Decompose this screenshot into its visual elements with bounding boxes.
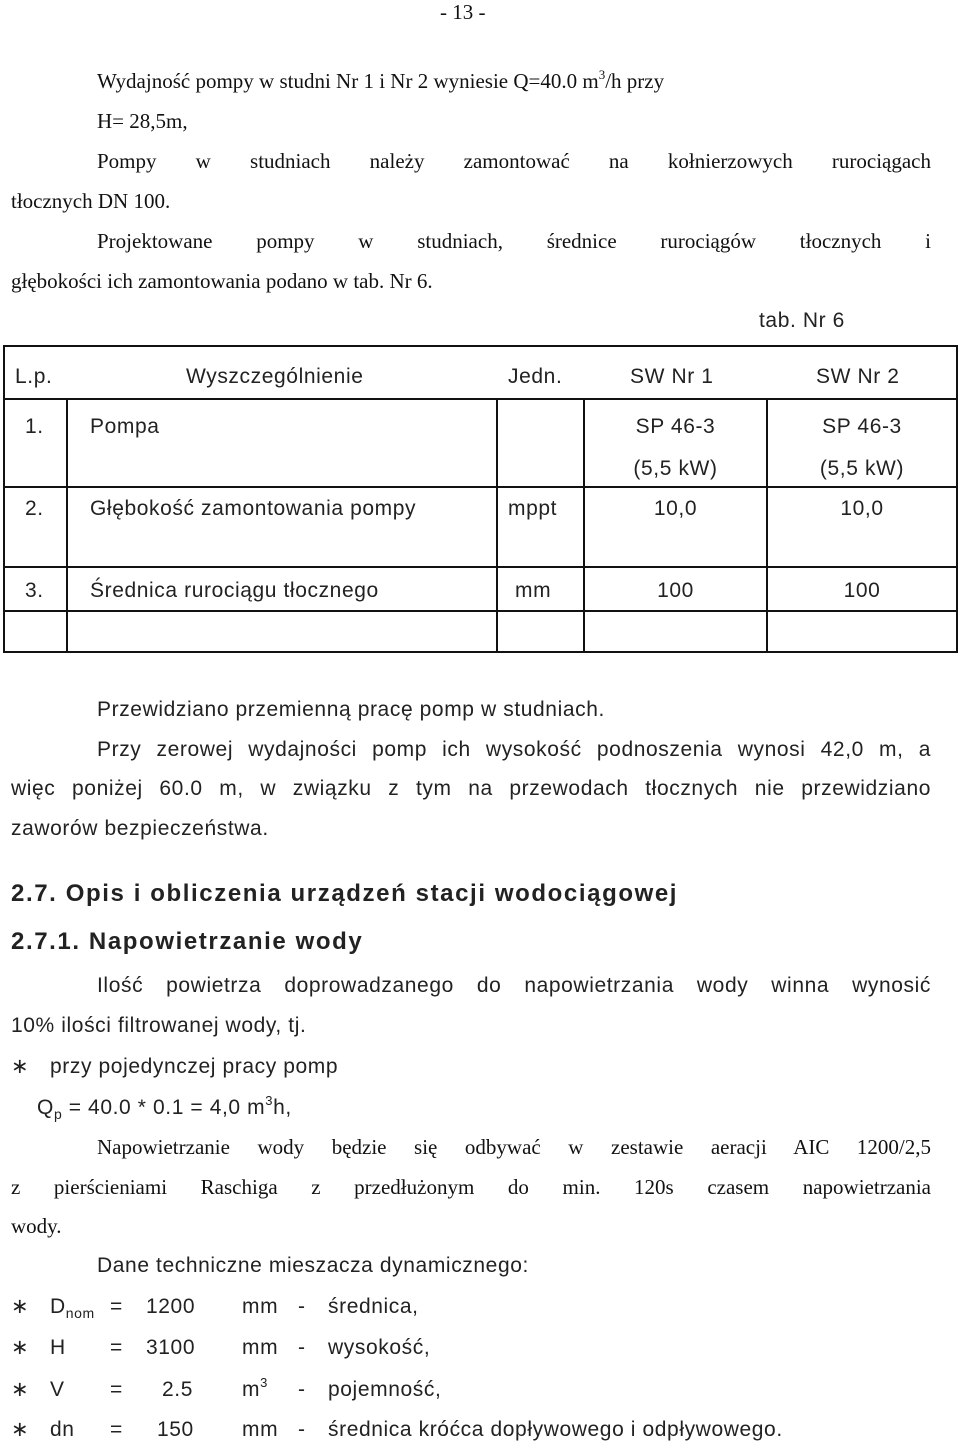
para1-line1 (97, 69, 664, 96)
spec-value: 3100 (146, 1336, 196, 1359)
para1-line4: tłocznych DN 100. (11, 189, 171, 213)
para3-line2: 10% ilości filtrowanej wody, tj. (11, 1014, 307, 1037)
spec-symbol (50, 1295, 95, 1320)
spec-unit (242, 1375, 268, 1404)
table-row-1-name: Pompa (90, 415, 160, 438)
table-row-1-sw1: SP 46-3 (635, 415, 716, 438)
spec-description: średnica króćca dopływowego i odpływowego. (328, 1418, 783, 1441)
header-sw1: SW Nr 1 (630, 365, 714, 388)
formula-body: = 40.0 * 0.1 = 4,0 m (62, 1096, 266, 1119)
table-row-2-sw1: 10,0 (653, 497, 698, 520)
para2-line4: zaworów bezpieczeństwa. (11, 817, 269, 840)
formula-q: Q (37, 1096, 54, 1119)
table-row-3-name: Średnica rurociągu tłocznego (90, 579, 379, 602)
spec-subscript: nom (65, 1305, 95, 1321)
table-border-right (956, 345, 958, 653)
spec-unit-superscript: 3 (260, 1375, 268, 1390)
header-lp: L.p. (15, 365, 53, 388)
section-heading: 2.7. Opis i obliczenia urządzeń stacji wodociągowej (11, 880, 679, 907)
formula-air-flow (37, 1093, 292, 1122)
spec-description: wysokość, (328, 1336, 431, 1359)
spec-symbol: dn (50, 1418, 75, 1441)
spec-symbol: H (50, 1336, 66, 1359)
spec-unit: mm (242, 1295, 279, 1318)
bullet-asterisk: ∗ (11, 1055, 30, 1078)
spec-symbol-text: D (50, 1295, 66, 1318)
page-number: - 13 - (440, 0, 486, 24)
table-rule (3, 398, 958, 400)
para1-line1-tail: /h przy (605, 69, 665, 93)
para4-line1: Napowietrzanie wody będzie się odbywać w zestawie aeracji AIC 1200/2,5 (97, 1135, 931, 1159)
spec-unit: mm (242, 1418, 279, 1441)
spec-dash: - (298, 1336, 306, 1359)
para3-bullet1: przy pojedynczej pracy pomp (50, 1055, 339, 1078)
header-unit: Jedn. (508, 365, 563, 388)
bullet-asterisk: ∗ (11, 1295, 30, 1318)
specs-title: Dane techniczne mieszacza dynamicznego: (97, 1254, 529, 1277)
spec-value: 1200 (146, 1295, 196, 1318)
data-table (3, 345, 958, 653)
table-border-bottom (3, 651, 958, 653)
table-row-3-unit: mm (515, 579, 552, 602)
table-caption: tab. Nr 6 (759, 309, 845, 332)
para1-line3: Pompy w studniach należy zamontować na kołnierzowych rurociągach (97, 149, 931, 173)
spec-dash: - (298, 1378, 306, 1401)
para1-line2: H= 28,5m, (97, 109, 188, 133)
para4-line2: z pierścieniami Raschiga z przedłużonym do min. 120s czasem napowietrzania (11, 1175, 931, 1199)
para1-line1-text: Wydajność pompy w studni Nr 1 i Nr 2 wyniesie Q=40.0 m (97, 69, 599, 93)
para2-line1: Przewidziano przemienną pracę pomp w studniach. (97, 698, 605, 721)
para2-line3: więc poniżej 60.0 m, w związku z tym na przewodach tłocznych nie przewidziano (11, 777, 931, 800)
table-rule (3, 610, 958, 612)
table-row-2-unit: mppt (508, 497, 558, 520)
table-row-2-name: Głębokość zamontowania pompy (90, 497, 417, 520)
spec-unit-text: m (242, 1378, 261, 1401)
bullet-asterisk: ∗ (11, 1418, 30, 1441)
para3-line1: Ilość powietrza doprowadzanego do napowietrzania wody winna wynosić (97, 974, 931, 997)
formula-end: h, (273, 1096, 292, 1119)
spec-unit: mm (242, 1336, 279, 1359)
table-row-2-lp: 2. (25, 497, 44, 520)
table-border-top (3, 345, 958, 347)
para4-line3: wody. (11, 1214, 62, 1238)
table-row-3-lp: 3. (25, 579, 44, 602)
table-row-1-sw2-power: (5,5 kW) (819, 457, 905, 480)
spec-description: średnica, (328, 1295, 419, 1318)
formula-subscript: p (53, 1106, 63, 1122)
spec-equals: = (110, 1418, 123, 1441)
bullet-asterisk: ∗ (11, 1378, 30, 1401)
para1-line5: Projektowane pompy w studniach, średnice rurociągów tłocznych i (97, 229, 931, 253)
subsection-heading: 2.7.1. Napowietrzanie wody (11, 928, 364, 955)
spec-description: pojemność, (328, 1378, 442, 1401)
formula-superscript: 3 (265, 1093, 274, 1108)
bullet-asterisk: ∗ (11, 1336, 30, 1359)
para2-line2: Przy zerowej wydajności pomp ich wysokość podnoszenia wynosi 42,0 m, a (97, 738, 931, 761)
table-row-1-sw1-power: (5,5 kW) (633, 457, 718, 480)
table-col-rule (496, 398, 498, 653)
spec-equals: = (110, 1295, 123, 1318)
superscript: 3 (598, 67, 606, 82)
table-row-2-sw2: 10,0 (840, 497, 884, 520)
spec-equals: = (110, 1378, 123, 1401)
table-row-1-sw2: SP 46-3 (822, 415, 902, 438)
table-row-3-sw2: 100 (843, 579, 881, 602)
table-row-3-sw1: 100 (657, 579, 694, 602)
table-rule (3, 566, 958, 568)
spec-value: 150 (157, 1418, 194, 1441)
header-name: Wyszczególnienie (186, 365, 364, 388)
spec-value: 2.5 (162, 1378, 193, 1401)
header-sw2: SW Nr 2 (816, 365, 900, 388)
table-border-left (3, 345, 5, 653)
spec-dash: - (298, 1418, 306, 1441)
table-rule (3, 486, 958, 488)
para1-line6: głębokości ich zamontowania podano w tab. Nr 6. (11, 269, 433, 293)
spec-dash: - (298, 1295, 306, 1318)
spec-equals: = (110, 1336, 123, 1359)
table-row-1-lp: 1. (25, 415, 44, 438)
table-col-rule (66, 398, 68, 653)
spec-symbol: V (50, 1378, 65, 1401)
